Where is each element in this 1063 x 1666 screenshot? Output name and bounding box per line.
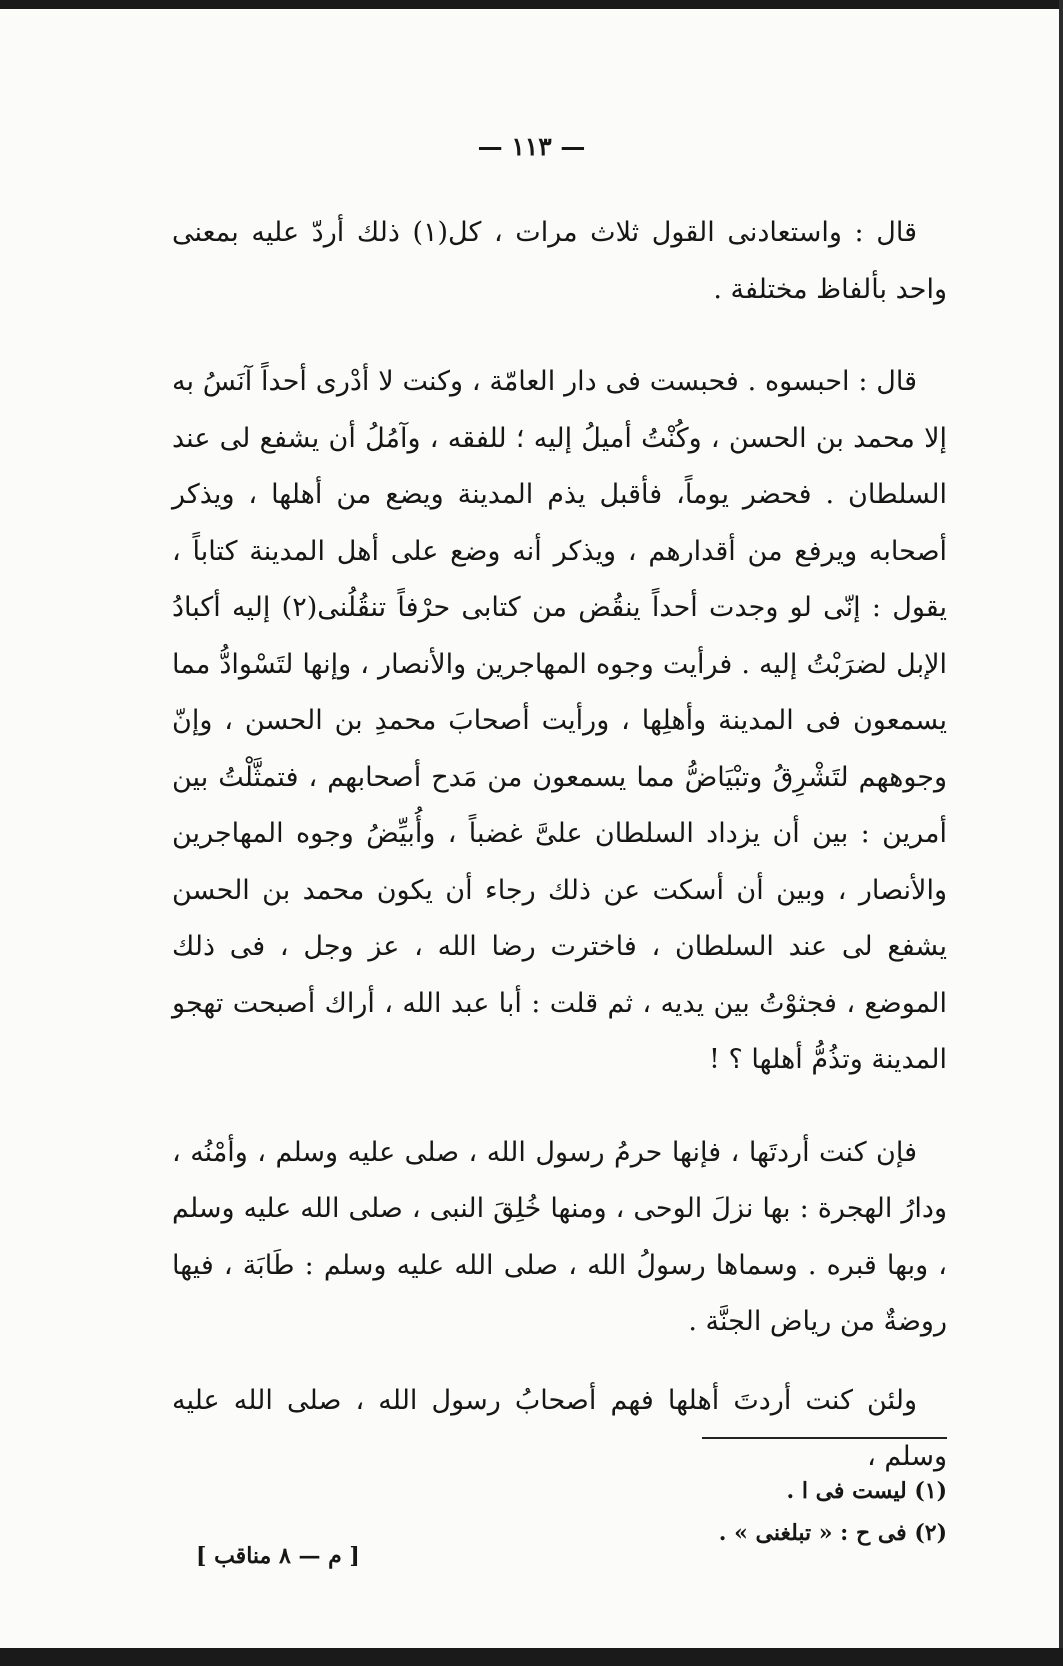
page-number: — ١١٣ — <box>477 132 586 161</box>
footnote-separator <box>702 1437 947 1439</box>
paragraph-2: قال : احبسوه . فحبست فى دار العامّة ، وكنت لا أدْرى أحداً آنَسُ به إلا محمد بن الحسن ، وكُنْتُ أميلُ إليه ؛ للفقه ، وآمُلُ أن يشفع لى عند السلطان . فحضر يوماً، فأقبل يذم المدينة ويضع من أهلها ، ويذكر أصحابه ويرفع من أقدارهم ، ويذكر أنه وضع على أهل المدينة كتاباً ، يقول : إنّى لو وجدت أحداً ينقُض من كتابى حرْفاً تنقُلُنى(٢) إليه أكبادُ الإبل لضرَبْتُ إليه . فرأيت وجوه المهاجرين والأنصار ، وإنها لتَسْوادُّ مما يسمعون فى المدينة وأهلِها ، ورأيت أصحابَ محمدِ بن الحسن ، وإنّ وجوههم لتَشْرِقُ وتبْيَاضُّ مما يسمعون من مَدح أصحابهم ، فتمثَّلْتُ بين أمرين : بين أن يزداد السلطان علىَّ غضباً ، وأُبيِّضُ وجوه المهاجرين والأنصار ، وبين أن أسكت عن ذلك رجاء أن يكون محمد بن الحسن يشفع لى عند السلطان ، فاخترت رضا الله ، عز وجل ، فى ذلك الموضع ، فجثوْتُ بين يديه ، ثم قلت : أبا عبد الله ، أراك أصبحت تهجو المدينة وتذُمُّ أهلها ؟ ! <box>172 366 947 1075</box>
signature-mark: [ م — ٨ مناقب ] <box>196 1543 360 1569</box>
footnotes <box>172 1470 947 1554</box>
paragraph-4: ولئن كنت أردتَ أهلها فهم أصحابُ رسول الله ، صلى الله عليه وسلم ، <box>172 1384 947 1472</box>
paragraph-3: فإن كنت أردتَها ، فإنها حرمُ رسول الله ، صلى عليه وسلم ، وأمْنُه ، ودارُ الهجرة : بها نزلَ الوحى ، ومنها خُلِقَ النبى ، صلى الله عليه وسلم ، وبها قبره . وسماها رسولُ الله ، صلى الله عليه وسلم : طَابَة ، فيها روضةٌ من رياض الجنَّة . <box>172 1136 947 1337</box>
scan-top-edge <box>0 0 1063 9</box>
paragraph-1: قال : واستعادنى القول ثلاث مرات ، كل(١) ذلك أردّ عليه بمعنى واحد بألفاظ مختلفة . <box>172 217 947 305</box>
scan-right-edge <box>1059 0 1063 1666</box>
footnote-2: (٢) فى ح : « تبلغنى » . <box>718 1520 947 1546</box>
footnote-1: (١) ليست فى ا . <box>786 1478 947 1504</box>
body-text <box>172 205 947 1486</box>
scan-bottom-edge <box>0 1648 1063 1666</box>
